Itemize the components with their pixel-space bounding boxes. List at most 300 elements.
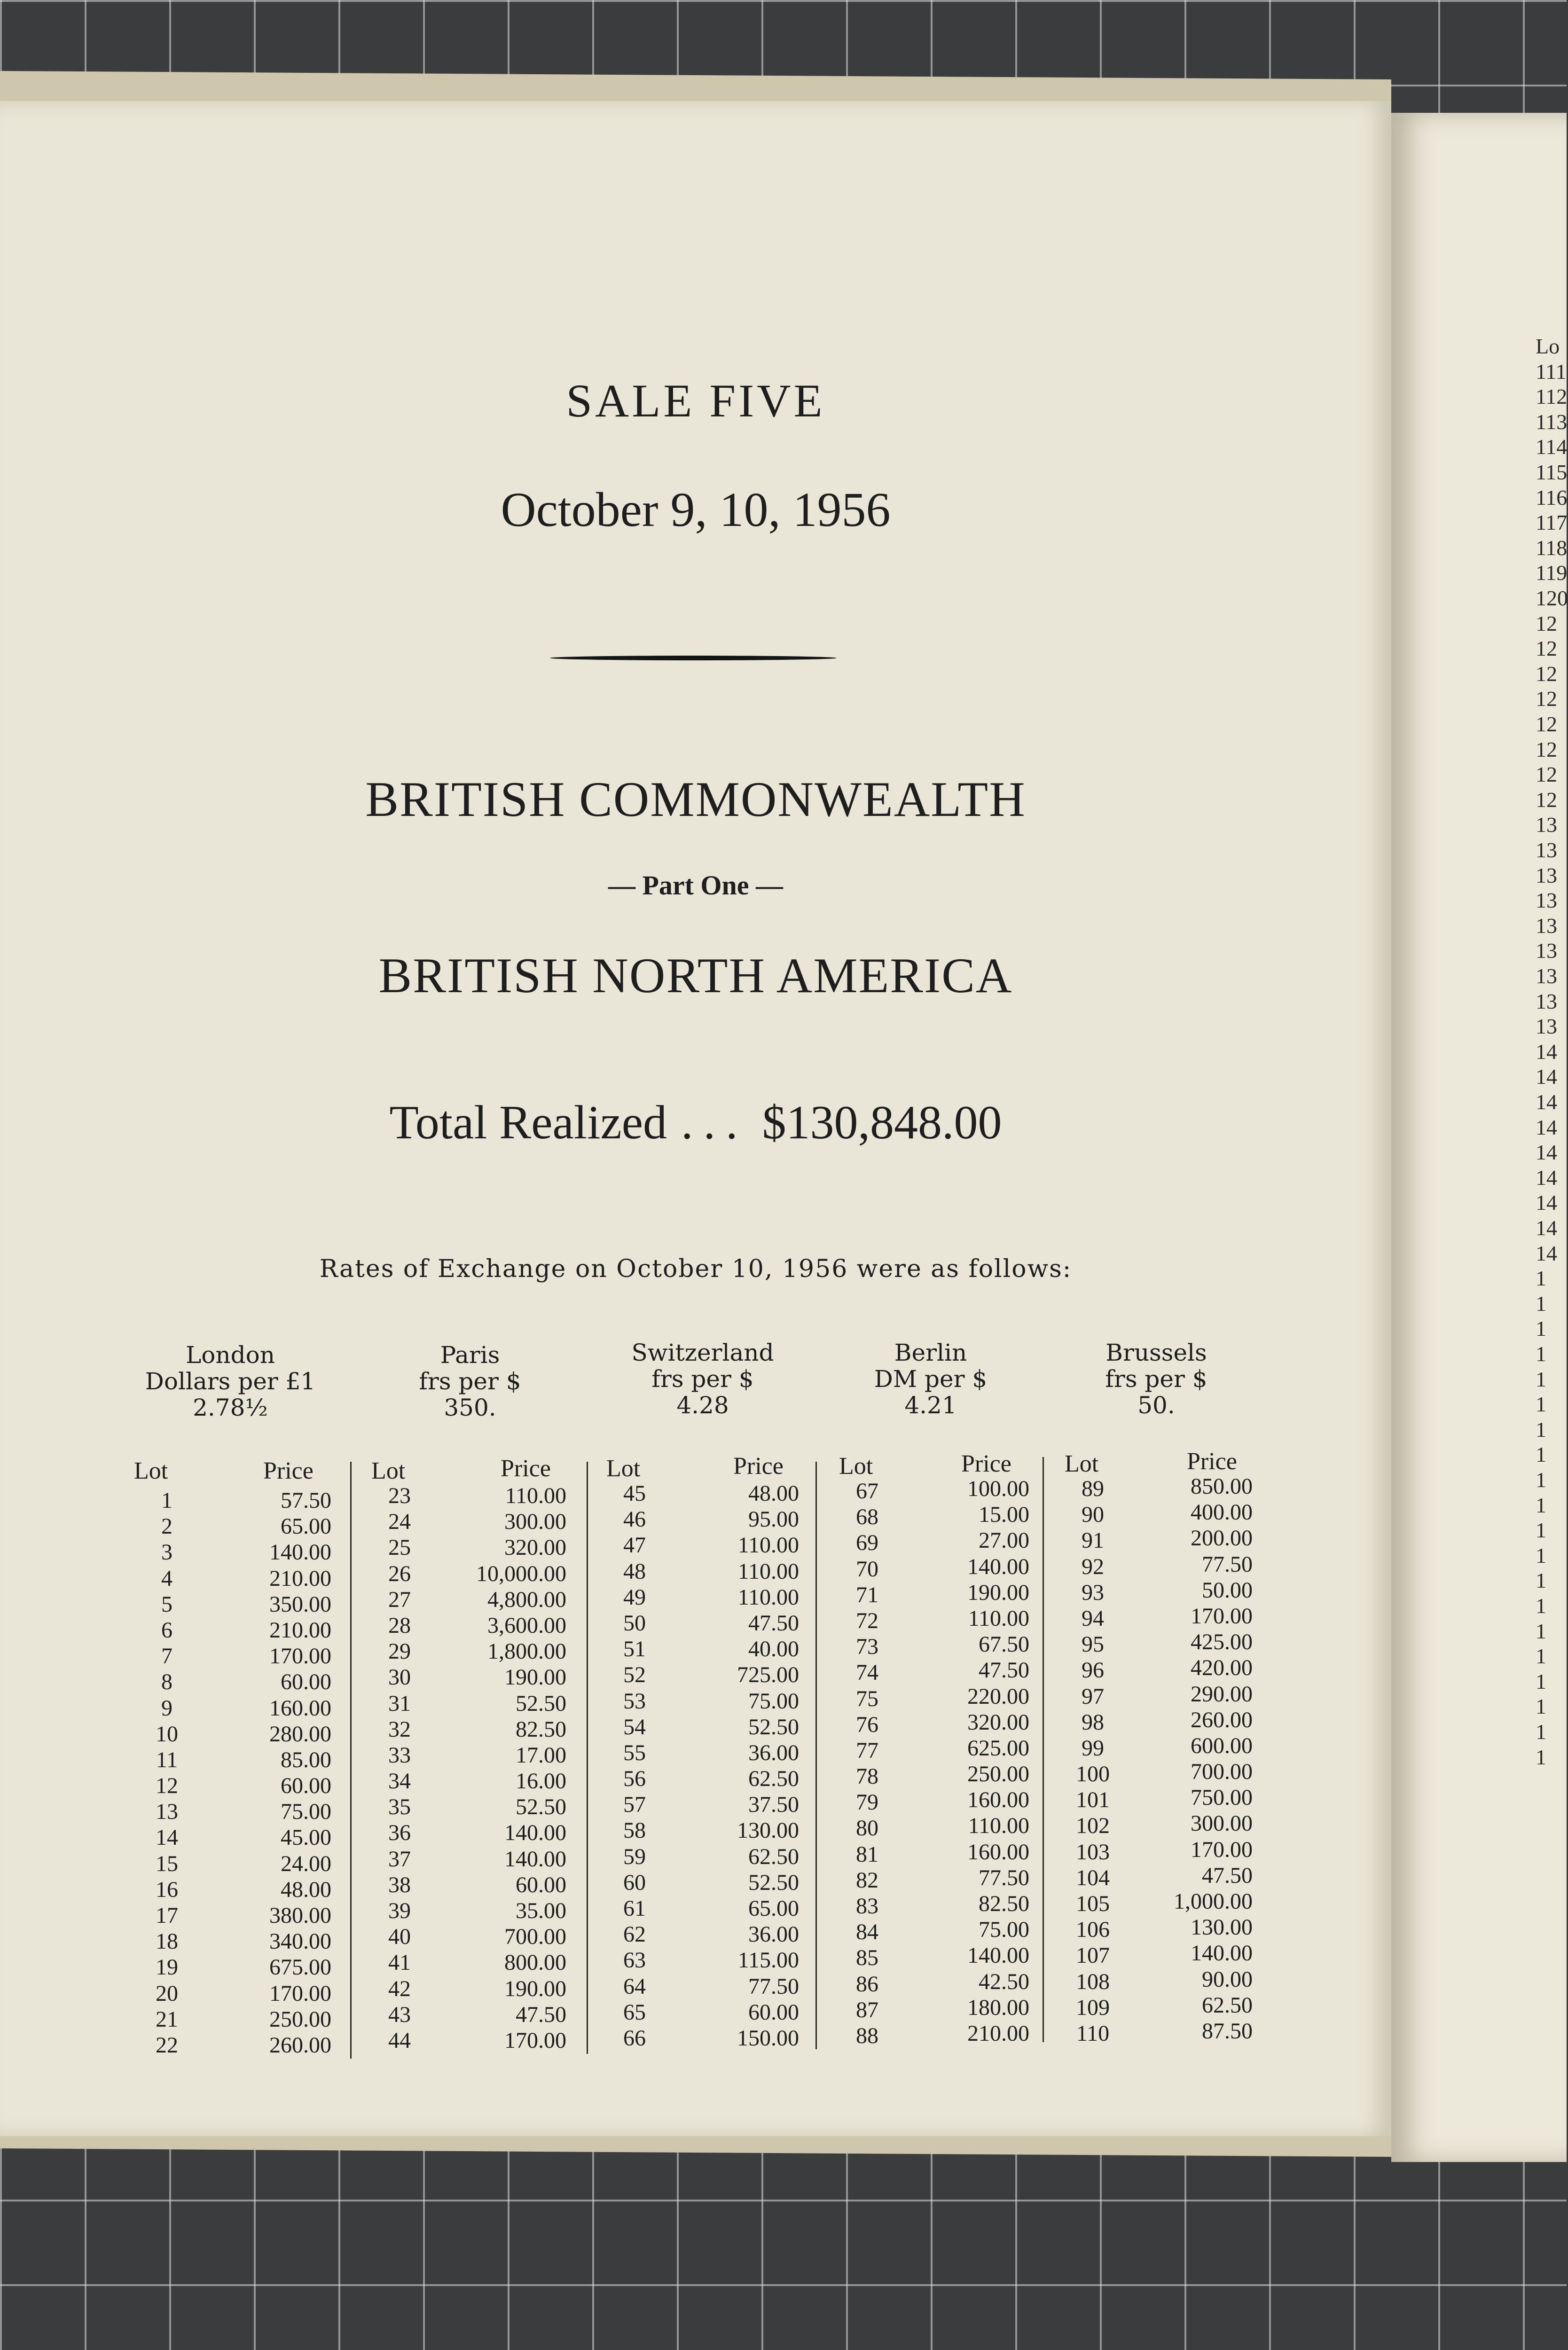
price-value: 1,800.00 [487,1639,566,1664]
total-realized [0,1095,1391,1150]
lot-number: 44 [388,2028,411,2053]
lot-number: 34 [388,1769,411,1794]
price-value: 75.00 [979,1917,1029,1943]
price-value: 48.00 [281,1877,331,1902]
price-value: 52.50 [516,1691,566,1716]
price-value: 200.00 [1191,1526,1253,1551]
price-value: 140.00 [1191,1941,1253,1966]
price-value: 850.00 [1191,1474,1253,1499]
price-value: 77.50 [1202,1551,1253,1577]
facing-page-fragment: 1 [1536,1342,1546,1366]
subsection-title: BRITISH NORTH AMERICA [378,948,1013,1003]
rates-intro: Rates of Exchange on October 10, 1956 were as follows: [319,1255,1072,1283]
section-title: BRITISH COMMONWEALTH [365,772,1026,827]
price-value: 700.00 [1191,1759,1253,1785]
lot-number: 46 [623,1507,646,1532]
lot-number: 22 [156,2032,178,2058]
price-value: 170.00 [269,1981,331,2006]
lot-number: 2 [161,1514,172,1539]
price-header: Price [1187,1448,1237,1475]
price-value: 160.00 [967,1839,1029,1864]
price-value: 300.00 [504,1509,566,1535]
facing-page-fragment: 13 [1536,913,1557,938]
price-value: 170.00 [1191,1837,1253,1862]
price-value: 82.50 [979,1891,1029,1916]
price-value: 60.00 [281,1669,331,1695]
currency-rate: 2.78½ [193,1394,268,1421]
lot-number: 69 [856,1530,878,1556]
lot-number: 96 [1082,1658,1104,1683]
lot-number: 58 [623,1818,646,1843]
lot-number: 51 [623,1637,646,1662]
price-value: 47.50 [1202,1863,1253,1888]
total-label: Total Realized [389,1096,667,1149]
lot-number: 5 [161,1591,172,1617]
facing-page-fragment: 1 [1536,1442,1546,1467]
lot-column-1 [134,1488,200,2058]
price-value: 400.00 [1191,1500,1253,1525]
lot-number: 32 [388,1716,411,1742]
facing-page-fragment: 1 [1536,1619,1546,1643]
price-value: 115.00 [737,1948,799,1973]
lot-number: 99 [1082,1735,1104,1761]
lot-number: 64 [623,1974,646,1999]
facing-page-fragment: 14 [1536,1165,1557,1190]
currency-unit: frs per $ [1105,1365,1207,1393]
price-value: 700.00 [504,1924,566,1950]
lot-number: 94 [1082,1606,1104,1631]
lot-number: 68 [856,1504,878,1530]
lot-number: 48 [623,1559,646,1584]
lot-number: 45 [623,1481,646,1506]
facing-page-fragment: 120 [1536,586,1568,610]
facing-page-fragment: 13 [1536,989,1557,1013]
lot-number: 19 [156,1955,178,1980]
lot-number: 109 [1076,1995,1110,2020]
lot-number: 20 [156,1981,178,2006]
sale-title: SALE FIVE [566,375,825,427]
lot-number: 53 [623,1688,646,1714]
lot-number: 70 [856,1556,878,1582]
lot-number: 78 [856,1764,878,1789]
price-value: 320.00 [967,1709,1029,1735]
lot-number: 79 [856,1790,878,1815]
price-value: 77.50 [748,1974,799,1999]
lot-number: 75 [856,1686,878,1711]
price-value: 260.00 [269,2032,331,2058]
facing-page-fragment: 119 [1536,561,1568,585]
price-column-1 [200,1488,331,2058]
currency-city: London [186,1341,275,1369]
price-value: 67.50 [979,1632,1029,1657]
currency-london [127,1342,334,1421]
lot-number: 11 [156,1747,178,1772]
facing-page-fragment: 112 [1536,384,1568,409]
lot-number: 59 [623,1844,646,1869]
price-value: 110.00 [968,1606,1029,1631]
price-value: 77.50 [979,1865,1029,1890]
price-value: 250.00 [967,1762,1029,1787]
price-value: 130.00 [737,1818,799,1843]
price-value: 3,600.00 [487,1613,566,1638]
lot-number: 63 [623,1948,646,1973]
lot-number: 6 [161,1617,172,1643]
price-value: 75.00 [748,1688,799,1714]
facing-page-fragment: 13 [1536,939,1557,963]
lot-number: 82 [856,1867,878,1893]
facing-page-fragment: 12 [1536,687,1557,711]
lot-number: 54 [623,1714,646,1739]
price-value: 60.00 [281,1773,331,1799]
lot-number: 41 [388,1950,411,1975]
lot-number: 26 [388,1561,411,1586]
lot-number: 65 [623,1999,646,2025]
lot-number: 90 [1082,1502,1104,1528]
lot-number: 85 [856,1945,878,1971]
lot-number: 83 [856,1894,878,1919]
column-divider [350,1462,352,2059]
price-value: 60.00 [748,1999,799,2025]
price-header: Price [501,1455,551,1482]
facing-page-fragment: 1 [1536,1745,1546,1769]
column-divider [815,1462,817,2049]
price-value: 60.00 [516,1872,566,1897]
price-value: 52.50 [748,1714,799,1739]
price-value: 130.00 [1191,1915,1253,1940]
price-value: 4,800.00 [487,1587,566,1612]
total-dots: ... [681,1096,748,1149]
facing-page-fragment: 118 [1536,535,1568,560]
price-value: 170.00 [504,2028,566,2053]
lot-number: 67 [856,1479,878,1504]
lot-number: 39 [388,1898,411,1923]
facing-page-fragment: 116 [1536,485,1568,509]
lot-number: 4 [161,1566,172,1591]
price-value: 340.00 [269,1929,331,1954]
lot-number: 88 [856,2023,878,2048]
lot-number: 23 [388,1483,411,1508]
price-value: 27.00 [979,1528,1029,1553]
price-value: 800.00 [504,1950,566,1975]
facing-page-fragment: 12 [1536,661,1557,686]
lot-number: 36 [388,1820,411,1846]
lot-number: 97 [1082,1684,1104,1709]
lot-number: 87 [856,1997,878,2022]
price-value: 57.50 [281,1488,331,1513]
price-value: 180.00 [967,1995,1029,2020]
lot-header: Lot [134,1457,168,1484]
price-value: 190.00 [504,1665,566,1690]
lot-number: 62 [623,1922,646,1947]
lot-number: 101 [1076,1787,1110,1813]
price-value: 1,000.00 [1174,1889,1253,1914]
facing-page-fragment: 113 [1536,409,1568,434]
currency-paris [371,1342,569,1421]
price-value: 62.50 [1202,1992,1253,2018]
price-value: 110.00 [737,1584,799,1610]
price-value: 750.00 [1191,1785,1253,1810]
price-value: 65.00 [281,1514,331,1539]
facing-page-fragment: 13 [1536,813,1557,837]
lot-number: 29 [388,1639,411,1664]
currency-berlin [837,1340,1025,1418]
price-value: 47.50 [979,1658,1029,1683]
price-value: 150.00 [737,2025,799,2051]
lot-number: 37 [388,1846,411,1872]
price-value: 110.00 [968,1813,1029,1839]
lot-number: 14 [156,1825,178,1850]
facing-page-fragment: 14 [1536,1140,1557,1165]
price-value: 420.00 [1191,1655,1253,1681]
lot-number: 40 [388,1924,411,1950]
price-value: 87.50 [1202,2018,1253,2044]
lot-number: 25 [388,1535,411,1560]
currency-unit: DM per $ [874,1365,988,1393]
price-value: 190.00 [967,1580,1029,1605]
lot-number: 8 [161,1669,172,1695]
currency-rate: 4.21 [904,1392,957,1419]
facing-page-fragment: 1 [1536,1518,1546,1543]
currency-brussels [1067,1340,1246,1418]
lot-number: 91 [1082,1528,1104,1553]
lot-header: Lot [371,1457,406,1484]
price-header: Price [733,1453,784,1480]
price-value: 600.00 [1191,1733,1253,1758]
price-value: 10,000.00 [476,1561,566,1586]
price-value: 170.00 [269,1644,331,1669]
price-value: 65.00 [748,1896,799,1921]
lot-number: 103 [1076,1839,1110,1864]
lot-number: 77 [856,1738,878,1763]
lot-number: 71 [856,1582,878,1607]
column-divider [1043,1457,1044,2042]
facing-page-fragment: 1 [1536,1568,1546,1593]
price-column-3 [667,1480,799,2051]
lot-number: 74 [856,1660,878,1685]
facing-page-fragment: 14 [1536,1039,1557,1064]
facing-page-fragment: 1 [1536,1694,1546,1719]
lot-number: 95 [1082,1632,1104,1657]
price-value: 350.00 [269,1591,331,1617]
price-value: 210.00 [967,2021,1029,2046]
price-column-4 [898,1476,1029,2046]
lot-number: 56 [623,1766,646,1792]
lot-number: 13 [156,1799,178,1825]
facing-page-fragment: 13 [1536,888,1557,913]
lot-number: 24 [388,1509,411,1535]
price-value: 95.00 [748,1507,799,1532]
facing-page-fragment: 114 [1536,435,1568,459]
price-value: 37.50 [748,1792,799,1817]
lot-number: 61 [623,1896,646,1921]
lot-number: 52 [623,1662,646,1688]
price-value: 220.00 [967,1684,1029,1709]
facing-page-fragment: 1 [1536,1720,1546,1744]
lot-header: Lot [1065,1450,1099,1477]
lot-number: 55 [623,1740,646,1765]
lot-number: 92 [1082,1554,1104,1579]
lot-number: 98 [1082,1709,1104,1735]
lot-number: 3 [161,1540,172,1565]
divider-rule [550,656,837,660]
price-value: 52.50 [748,1870,799,1895]
currency-city: Paris [440,1341,500,1369]
currency-switzerland [602,1340,804,1418]
price-value: 300.00 [1191,1811,1253,1836]
price-value: 82.50 [516,1716,566,1742]
price-value: 625.00 [967,1735,1029,1761]
currency-city: Brussels [1105,1339,1207,1366]
price-value: 675.00 [269,1955,331,1980]
facing-page-fragment: 12 [1536,712,1557,736]
lot-number: 12 [156,1773,178,1799]
lot-number: 28 [388,1613,411,1638]
facing-page-fragment: 13 [1536,863,1557,887]
currency-unit: Dollars per £1 [145,1368,316,1395]
part-label: — Part One — [608,870,784,901]
facing-page-fragment: 1 [1536,1493,1546,1517]
currency-unit: frs per $ [651,1365,754,1393]
price-value: 35.00 [516,1898,566,1923]
price-value: 47.50 [516,2002,566,2027]
price-value: 16.00 [516,1769,566,1794]
facing-page-fragment: 1 [1536,1266,1546,1291]
facing-page [1391,113,1567,2162]
lot-number: 60 [623,1870,646,1895]
currency-city: Switzerland [631,1339,774,1366]
lot-number: 81 [856,1841,878,1867]
lot-header: Lot [606,1455,641,1482]
facing-page-fragment: 13 [1536,1014,1557,1039]
lot-number: 42 [388,1976,411,2001]
facing-page-fragment: 117 [1536,510,1568,535]
facing-page-fragment: 12 [1536,737,1557,761]
facing-page-fragment: 1 [1536,1468,1546,1492]
price-value: 110.00 [505,1483,566,1508]
lot-number: 86 [856,1971,878,1997]
facing-page-fragment: Lo [1536,334,1560,358]
facing-page-fragment: 1 [1536,1594,1546,1618]
lot-number: 17 [156,1903,178,1928]
price-value: 425.00 [1191,1629,1253,1655]
facing-page-fragment: 14 [1536,1191,1557,1215]
price-value: 100.00 [967,1476,1029,1501]
lot-number: 15 [156,1851,178,1876]
lot-number: 84 [856,1919,878,1945]
price-value: 45.00 [281,1825,331,1850]
lot-number: 9 [161,1695,172,1721]
lot-column-2 [367,1483,432,2053]
lot-number: 47 [623,1533,646,1558]
facing-page-fragment: 12 [1536,762,1557,787]
facing-page-fragment: 14 [1536,1241,1557,1265]
lot-number: 105 [1076,1891,1110,1916]
lot-column-5 [1060,1476,1126,2046]
lot-number: 104 [1076,1865,1110,1890]
currency-unit: frs per $ [419,1368,521,1395]
price-value: 170.00 [1191,1603,1253,1629]
lot-number: 76 [856,1712,878,1737]
price-value: 17.00 [516,1742,566,1768]
facing-page-fragment: 1 [1536,1543,1546,1567]
facing-page-fragment: 13 [1536,838,1557,862]
lot-number: 100 [1076,1762,1110,1787]
price-value: 110.00 [737,1559,799,1584]
lot-number: 35 [388,1794,411,1820]
price-column-2 [435,1483,566,2053]
price-value: 75.00 [281,1799,331,1825]
facing-page-fragment: 12 [1536,611,1557,635]
lot-number: 33 [388,1742,411,1768]
lot-number: 30 [388,1665,411,1690]
lot-number: 73 [856,1634,878,1660]
price-value: 190.00 [504,1976,566,2001]
lot-number: 50 [623,1610,646,1636]
lot-number: 31 [388,1691,411,1716]
price-value: 290.00 [1191,1681,1253,1707]
price-value: 210.00 [269,1566,331,1591]
facing-page-fragment: 1 [1536,1392,1546,1417]
price-value: 160.00 [967,1787,1029,1813]
price-header: Price [961,1450,1011,1477]
lot-number: 27 [388,1587,411,1612]
price-value: 140.00 [967,1943,1029,1968]
currency-rate: 50. [1137,1392,1175,1419]
catalog-page [0,101,1391,2136]
price-value: 40.00 [748,1637,799,1662]
lot-number: 18 [156,1929,178,1954]
lot-number: 1 [161,1488,172,1513]
price-value: 140.00 [504,1846,566,1872]
price-value: 725.00 [737,1662,799,1688]
facing-page-fragment: 14 [1536,1216,1557,1240]
price-value: 90.00 [1202,1966,1253,1992]
lot-number: 66 [623,2025,646,2051]
currency-city: Berlin [894,1339,967,1366]
facing-page-fragment: 12 [1536,787,1557,812]
lot-number: 10 [156,1721,178,1747]
facing-page-fragment: 1 [1536,1291,1546,1316]
price-value: 280.00 [269,1721,331,1747]
price-value: 50.00 [1202,1577,1253,1603]
price-value: 380.00 [269,1903,331,1928]
price-column-5 [1121,1473,1253,2044]
lot-number: 49 [623,1584,646,1610]
lot-number: 93 [1082,1580,1104,1605]
price-value: 250.00 [269,2006,331,2032]
total-value: $130,848.00 [762,1096,1002,1149]
price-value: 24.00 [281,1851,331,1876]
lot-number: 107 [1076,1943,1110,1968]
lot-number: 43 [388,2002,411,2027]
lot-number: 108 [1076,1969,1110,1994]
facing-page-fragment: 13 [1536,964,1557,988]
lot-number: 72 [856,1608,878,1633]
currency-rate: 4.28 [676,1392,729,1419]
facing-page-fragment: 12 [1536,636,1557,661]
facing-page-fragment: 1 [1536,1367,1546,1391]
lot-number: 106 [1076,1917,1110,1943]
facing-page-fragment: 1 [1536,1417,1546,1441]
facing-page-fragment: 115 [1536,460,1568,484]
facing-page-fragment: 1 [1536,1644,1546,1668]
price-value: 140.00 [269,1540,331,1565]
lot-column-4 [834,1478,900,2049]
column-divider [587,1462,588,2054]
price-value: 48.00 [748,1481,799,1506]
lot-number: 38 [388,1872,411,1897]
price-value: 320.00 [504,1535,566,1560]
